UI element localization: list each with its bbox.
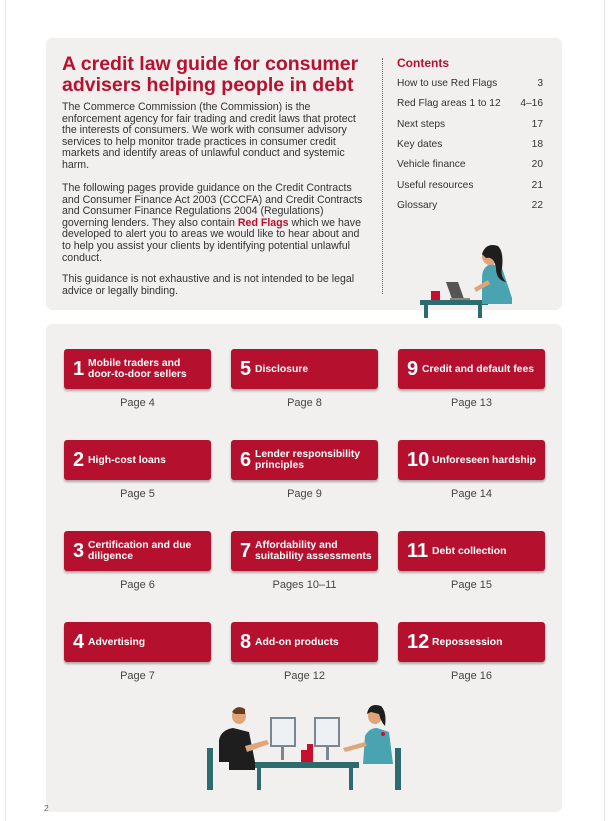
red-flag-number: 6 xyxy=(240,449,252,471)
red-flag-label: Disclosure xyxy=(255,363,309,375)
red-flag-page-ref: Page 4 xyxy=(120,397,155,409)
red-flag-label: Affordability and suitability assessments xyxy=(255,540,372,562)
red-flag-label: Certification and due diligence xyxy=(88,540,192,562)
contents-item xyxy=(397,119,543,133)
red-flag-number: 5 xyxy=(240,358,252,380)
red-flag-label: Advertising xyxy=(88,636,146,648)
red-flag-label: Repossession xyxy=(432,636,503,648)
red-flag-card-8[interactable] xyxy=(231,622,378,662)
red-flag-card-2[interactable] xyxy=(64,440,211,480)
red-flag-number: 2 xyxy=(73,449,85,471)
red-flag-card-1[interactable] xyxy=(64,349,211,389)
red-flag-card-7[interactable] xyxy=(231,531,378,571)
contents-item-label: Glossary xyxy=(397,199,438,211)
contents-item-label: Next steps xyxy=(397,118,446,130)
red-flag-card-11[interactable] xyxy=(398,531,545,571)
contents-item-page: 17 xyxy=(531,118,543,130)
red-flag-label: Debt collection xyxy=(432,545,507,557)
red-flag-page-ref: Pages 10–11 xyxy=(272,579,337,591)
contents-item xyxy=(397,78,543,92)
red-flag-number: 12 xyxy=(407,631,430,653)
red-flag-number: 10 xyxy=(407,449,430,471)
contents-item xyxy=(397,180,543,194)
red-flag-card-12[interactable] xyxy=(398,622,545,662)
contents-item-label: Red Flag areas 1 to 12 xyxy=(397,98,501,110)
red-flag-number: 1 xyxy=(73,358,85,380)
intro-paragraph-3: This guidance is not exhaustive and is not intended to be legal advice or legally binding. xyxy=(62,273,355,297)
contents-item-page: 21 xyxy=(531,179,543,191)
red-flag-number: 11 xyxy=(407,540,429,562)
red-flag-card-4[interactable] xyxy=(64,622,211,662)
page-number: 2 xyxy=(44,803,49,813)
red-flag-card-9[interactable] xyxy=(398,349,545,389)
red-flag-card-6[interactable] xyxy=(231,440,378,480)
red-flag-label: Add-on products xyxy=(255,636,339,648)
contents-item-label: Useful resources xyxy=(397,179,474,191)
intro-paragraph-1: The Commerce Commission (the Commission) is the enforcement agency for fair trading and credit laws that protect the interests of consumers. We work with consumer advisory services to help monitor trade practices in consumer credit markets and identify areas of unlawful conduct and systemic harm. xyxy=(62,101,356,171)
contents-item-page: 22 xyxy=(531,199,543,211)
contents-item-page: 18 xyxy=(531,138,543,150)
red-flag-label: High-cost loans xyxy=(88,454,166,466)
contents-item-page: 20 xyxy=(531,159,543,171)
woman-at-laptop-illustration xyxy=(416,238,522,318)
contents-item xyxy=(397,200,543,214)
red-flag-card-10[interactable] xyxy=(398,440,545,480)
red-flags-highlight: Red Flags xyxy=(237,216,289,229)
red-flag-card-3[interactable] xyxy=(64,531,211,571)
red-flag-page-ref: Page 14 xyxy=(451,488,492,500)
contents-item-page: 4–16 xyxy=(520,98,543,110)
red-flag-number: 9 xyxy=(407,358,419,380)
contents-divider xyxy=(382,58,383,294)
red-flag-card-5[interactable] xyxy=(231,349,378,389)
contents-item xyxy=(397,98,543,112)
red-flag-number: 7 xyxy=(240,540,252,562)
contents-item-label: Vehicle finance xyxy=(397,159,466,171)
red-flag-page-ref: Page 12 xyxy=(284,670,325,682)
red-flag-number: 4 xyxy=(73,631,85,653)
red-flag-page-ref: Page 8 xyxy=(287,397,322,409)
call-centre-advisers-illustration xyxy=(205,700,407,792)
contents-item xyxy=(397,139,543,153)
page-title: A credit law guide for consumer advisers helping people in debt xyxy=(62,53,359,96)
red-flag-page-ref: Page 5 xyxy=(120,488,155,500)
red-flag-label: Lender responsibility principles xyxy=(255,449,361,471)
contents-item xyxy=(397,159,543,173)
red-flag-page-ref: Page 7 xyxy=(120,670,155,682)
red-flag-page-ref: Page 15 xyxy=(451,579,492,591)
red-flag-page-ref: Page 16 xyxy=(451,670,492,682)
red-flag-number: 3 xyxy=(73,540,85,562)
red-flag-page-ref: Page 9 xyxy=(287,488,322,500)
red-flag-label: Mobile traders and door-to-door sellers xyxy=(88,358,187,380)
intro-paragraph-2: The following pages provide guidance on the Credit Contracts and Consumer Finance Act 2003 (CCCFA) and Credit Contracts and Consumer Finance Regulations 2004 (Regulations) governing lenders. They also contain Red Flags which we have developed to alert you to areas we would like to hear about and to help you assist your clients by identifying potential unlawful conduct. xyxy=(62,182,363,264)
red-flag-page-ref: Page 6 xyxy=(120,579,155,591)
red-flag-page-ref: Page 13 xyxy=(451,397,492,409)
contents-item-label: Key dates xyxy=(397,138,443,150)
red-flag-label: Credit and default fees xyxy=(422,363,535,375)
contents-item-page: 3 xyxy=(537,78,543,89)
contents-heading: Contents xyxy=(397,56,449,70)
contents-item-label: How to use Red Flags xyxy=(397,78,498,89)
red-flag-label: Unforeseen hardship xyxy=(432,454,536,466)
red-flag-number: 8 xyxy=(240,631,252,653)
